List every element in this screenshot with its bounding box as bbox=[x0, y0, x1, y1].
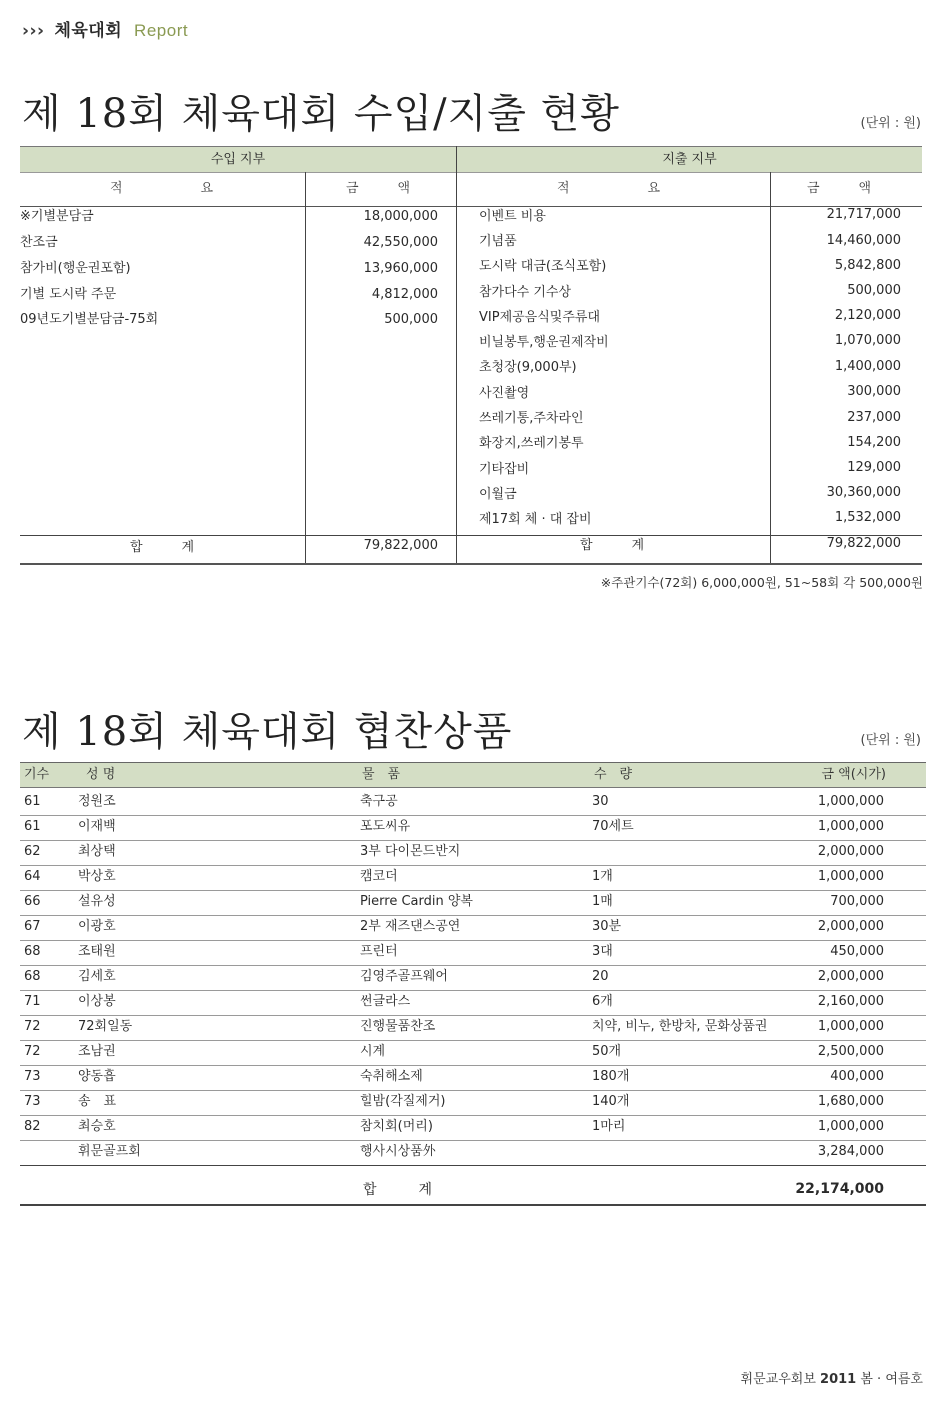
page-footer bbox=[741, 1368, 923, 1387]
expense-amount: 500,000 bbox=[847, 283, 901, 298]
row-qty: 140개 bbox=[592, 1094, 630, 1109]
row-name: 양동흡 bbox=[78, 1069, 116, 1084]
expense-desc: 쓰레기통,주차라인 bbox=[479, 411, 584, 426]
sponsor-total: 22,174,000 bbox=[795, 1181, 884, 1197]
row-qty: 70세트 bbox=[592, 819, 634, 834]
expense-amount: 30,360,000 bbox=[826, 485, 901, 500]
row-name: 정원조 bbox=[78, 794, 116, 809]
rule-v2 bbox=[456, 146, 457, 564]
table-row bbox=[20, 1015, 926, 1041]
row-qty: 1매 bbox=[592, 894, 613, 909]
expense-desc: 기타잡비 bbox=[479, 462, 530, 477]
section-category: 체육대회 bbox=[54, 21, 123, 41]
table-row bbox=[20, 1115, 926, 1141]
table-row bbox=[20, 1040, 926, 1066]
footer-year: 2011 bbox=[820, 1372, 857, 1387]
expense-desc: 비닐봉투,행운권제작비 bbox=[479, 335, 609, 350]
income-col-desc: 적 요 bbox=[110, 181, 214, 196]
host-class-note: ※주관기수(72회) 6,000,000원, 51~58회 각 500,000원 bbox=[600, 575, 923, 590]
row-qty: 30 bbox=[592, 794, 609, 809]
row-item: 참치회(머리) bbox=[360, 1119, 433, 1134]
row-amount: 2,000,000 bbox=[817, 844, 884, 859]
row-qty: 6개 bbox=[592, 994, 613, 1009]
row-item: 행사시상품外 bbox=[360, 1144, 436, 1159]
row-qty: 1마리 bbox=[592, 1119, 626, 1134]
expense-amount: 129,000 bbox=[847, 460, 901, 475]
row-gen: 62 bbox=[24, 844, 41, 859]
expense-desc: 참가다수 기수상 bbox=[479, 285, 572, 300]
income-amount: 18,000,000 bbox=[363, 209, 438, 224]
table-row bbox=[20, 890, 926, 916]
income-total: 79,822,000 bbox=[363, 538, 438, 553]
expense-desc: 사진촬영 bbox=[479, 386, 530, 401]
section-label bbox=[22, 16, 188, 41]
expense-desc: 이벤트 비용 bbox=[479, 209, 546, 224]
row-name: 송 표 bbox=[78, 1094, 117, 1109]
row-gen: 73 bbox=[24, 1069, 41, 1084]
row-item: 썬글라스 bbox=[360, 994, 411, 1009]
row-amount: 2,160,000 bbox=[817, 994, 884, 1009]
table-row bbox=[20, 1065, 926, 1091]
row-qty: 치약, 비누, 한방차, 문화상품권 bbox=[592, 1019, 768, 1034]
row-amount: 700,000 bbox=[830, 894, 884, 909]
expense-amount: 237,000 bbox=[847, 410, 901, 425]
row-item: 포도씨유 bbox=[360, 819, 411, 834]
income-total-label: 합 계 bbox=[130, 540, 195, 555]
header-item: 물 품 bbox=[362, 767, 401, 782]
row-qty: 50개 bbox=[592, 1044, 622, 1059]
sponsor-unit: (단위 : 원) bbox=[860, 733, 921, 748]
expense-desc: VIP제공음식및주류대 bbox=[479, 310, 601, 325]
footer-publication: 휘문교우회보 bbox=[740, 1372, 816, 1387]
row-qty: 1개 bbox=[592, 869, 613, 884]
row-amount: 1,000,000 bbox=[817, 869, 884, 884]
table-row bbox=[20, 915, 926, 941]
income-desc: 09년도기별분담금-75회 bbox=[20, 312, 159, 327]
income-header: 수입 지부 bbox=[20, 146, 456, 173]
row-amount: 1,000,000 bbox=[817, 1119, 884, 1134]
row-name: 설유성 bbox=[78, 894, 116, 909]
income-expense-title: 제 18회 체육대회 수입/지출 현황 bbox=[22, 91, 620, 137]
row-name: 72회일동 bbox=[78, 1019, 133, 1034]
rule-v3 bbox=[770, 172, 771, 564]
row-name: 박상호 bbox=[78, 869, 116, 884]
section-arrows: ››› bbox=[22, 21, 45, 41]
row-amount: 1,000,000 bbox=[817, 794, 884, 809]
income-desc: ※기별분담금 bbox=[20, 209, 94, 224]
row-name: 조남권 bbox=[78, 1044, 116, 1059]
row-qty: 20 bbox=[592, 969, 609, 984]
row-gen: 61 bbox=[24, 819, 41, 834]
row-qty: 3대 bbox=[592, 944, 613, 959]
row-amount: 2,000,000 bbox=[817, 919, 884, 934]
row-gen: 68 bbox=[24, 969, 41, 984]
row-amount: 400,000 bbox=[830, 1069, 884, 1084]
row-item: 캠코더 bbox=[360, 869, 398, 884]
row-item: 시계 bbox=[360, 1044, 386, 1059]
expense-total-label: 합 계 bbox=[580, 538, 645, 553]
income-expense-table bbox=[20, 146, 922, 566]
row-name: 이재백 bbox=[78, 819, 116, 834]
row-item: 축구공 bbox=[360, 794, 398, 809]
row-item: 힐밤(각질제거) bbox=[360, 1094, 446, 1109]
row-gen: 67 bbox=[24, 919, 41, 934]
row-item: 3부 다이몬드반지 bbox=[360, 844, 461, 859]
row-item: 프린터 bbox=[360, 944, 398, 959]
income-amount: 13,960,000 bbox=[363, 261, 438, 276]
row-name: 김세호 bbox=[78, 969, 116, 984]
row-name: 이광호 bbox=[78, 919, 116, 934]
row-amount: 2,500,000 bbox=[817, 1044, 884, 1059]
header-name: 성 명 bbox=[86, 767, 116, 782]
header-amount: 금 액(시가) bbox=[821, 767, 886, 782]
row-item: 김영주골프웨어 bbox=[360, 969, 448, 984]
expense-amount: 21,717,000 bbox=[826, 207, 901, 222]
row-gen: 61 bbox=[24, 794, 41, 809]
row-name: 조태원 bbox=[78, 944, 116, 959]
row-gen: 68 bbox=[24, 944, 41, 959]
expense-subheader bbox=[457, 172, 922, 207]
row-qty: 30분 bbox=[592, 919, 622, 934]
row-name: 이상봉 bbox=[78, 994, 116, 1009]
row-gen: 72 bbox=[24, 1019, 41, 1034]
expense-desc: 화장지,쓰레기봉투 bbox=[479, 436, 584, 451]
expense-amount: 14,460,000 bbox=[826, 233, 901, 248]
table-row bbox=[20, 990, 926, 1016]
table-row bbox=[20, 790, 926, 816]
table-row bbox=[20, 815, 926, 841]
table-row bbox=[20, 865, 926, 891]
row-name: 휘문골프회 bbox=[78, 1144, 141, 1159]
row-amount: 1,000,000 bbox=[817, 1019, 884, 1034]
expense-desc: 제17회 체 · 대 잡비 bbox=[479, 512, 592, 527]
row-gen: 66 bbox=[24, 894, 41, 909]
row-name: 최상택 bbox=[78, 844, 116, 859]
income-expense-unit: (단위 : 원) bbox=[860, 116, 921, 131]
row-amount: 1,000,000 bbox=[817, 819, 884, 834]
expense-col-amount: 금 액 bbox=[807, 181, 872, 196]
table-row bbox=[20, 1090, 926, 1116]
income-subheader bbox=[20, 172, 456, 207]
row-item: 2부 재즈댄스공연 bbox=[360, 919, 461, 934]
income-col-amount: 금 액 bbox=[346, 181, 411, 196]
header-gen: 기수 bbox=[24, 767, 50, 782]
expense-amount: 1,070,000 bbox=[834, 333, 901, 348]
total-bottom-rule bbox=[20, 563, 922, 565]
row-qty: 180개 bbox=[592, 1069, 630, 1084]
expense-amount: 1,532,000 bbox=[834, 510, 901, 525]
footer-season: 봄 · 여름호 bbox=[860, 1372, 923, 1387]
income-desc: 찬조금 bbox=[20, 235, 58, 250]
table-row bbox=[20, 940, 926, 966]
row-amount: 2,000,000 bbox=[817, 969, 884, 984]
expense-desc: 초청장(9,000부) bbox=[479, 360, 577, 375]
expense-desc: 도시락 대금(조식포함) bbox=[479, 259, 607, 274]
expense-amount: 5,842,800 bbox=[834, 258, 901, 273]
income-amount: 500,000 bbox=[384, 312, 438, 327]
sponsor-total-row bbox=[20, 1176, 926, 1206]
rule-v1 bbox=[305, 172, 306, 564]
expense-desc: 이월금 bbox=[479, 487, 517, 502]
section-report: Report bbox=[134, 21, 189, 40]
row-gen: 73 bbox=[24, 1094, 41, 1109]
expense-amount: 2,120,000 bbox=[834, 308, 901, 323]
expense-header: 지출 지부 bbox=[457, 146, 922, 173]
row-item: 진행물품찬조 bbox=[360, 1019, 436, 1034]
row-gen: 71 bbox=[24, 994, 41, 1009]
table-row bbox=[20, 965, 926, 991]
row-amount: 1,680,000 bbox=[817, 1094, 884, 1109]
expense-total: 79,822,000 bbox=[826, 536, 901, 551]
table-row bbox=[20, 840, 926, 866]
header-qty: 수 량 bbox=[594, 767, 633, 782]
row-amount: 3,284,000 bbox=[817, 1144, 884, 1159]
income-amount: 4,812,000 bbox=[371, 287, 438, 302]
expense-amount: 1,400,000 bbox=[834, 359, 901, 374]
table-row bbox=[20, 1140, 926, 1166]
expense-col-desc: 적 요 bbox=[557, 181, 661, 196]
row-name: 최승호 bbox=[78, 1119, 116, 1134]
expense-desc: 기념품 bbox=[479, 234, 517, 249]
row-gen: 82 bbox=[24, 1119, 41, 1134]
income-desc: 기별 도시락 주문 bbox=[20, 287, 117, 302]
sponsor-total-label: 합 계 bbox=[363, 1182, 433, 1198]
row-amount: 450,000 bbox=[830, 944, 884, 959]
expense-amount: 300,000 bbox=[847, 384, 901, 399]
row-gen: 64 bbox=[24, 869, 41, 884]
income-desc: 참가비(행운권포함) bbox=[20, 261, 131, 276]
income-amount: 42,550,000 bbox=[363, 235, 438, 250]
expense-amount: 154,200 bbox=[847, 435, 901, 450]
sponsor-title: 제 18회 체육대회 협찬상품 bbox=[22, 709, 513, 755]
sponsor-header-row bbox=[20, 762, 926, 788]
row-item: 숙취해소제 bbox=[360, 1069, 423, 1084]
row-gen: 72 bbox=[24, 1044, 41, 1059]
row-item: Pierre Cardin 양복 bbox=[360, 894, 473, 909]
